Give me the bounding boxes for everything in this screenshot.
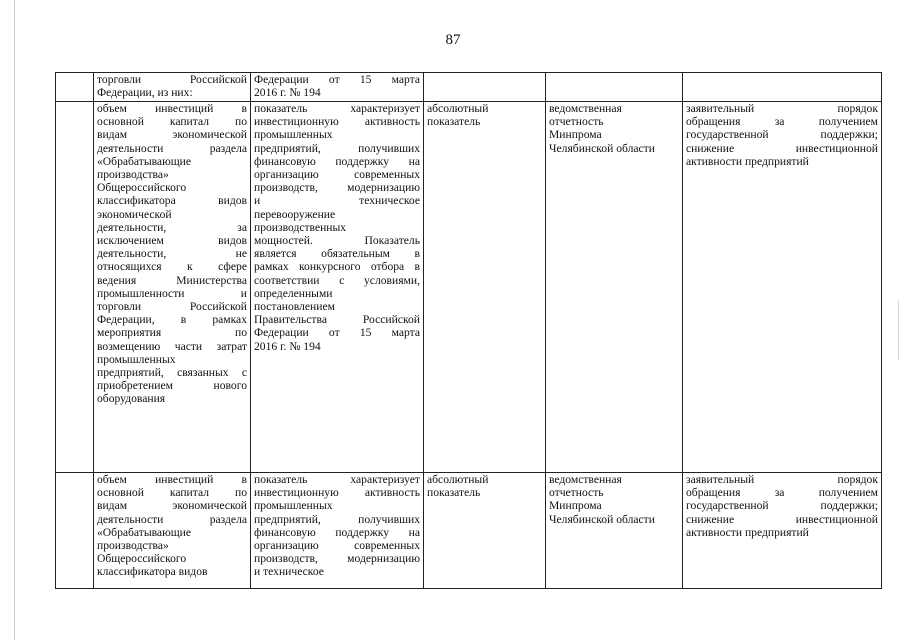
cell-line: показатель характеризует [254,102,420,115]
method-cell [683,102,882,473]
cell-line: Федерации от 15 марта [254,73,420,86]
number-cell [56,473,94,589]
cell-line: организацию современных [254,168,420,182]
cell-line: объем инвестиций в [97,102,247,115]
cell-line: торговли Российской [97,300,247,314]
cell-line: деятельности, за [97,220,247,234]
cell-line: Челябинской области [549,141,655,155]
cell-line: оборудования [97,392,166,406]
cell-line: промышленных [254,499,333,513]
cell-line: производств, модернизацию [254,181,420,195]
method-cell [683,473,882,589]
cell-line: деятельности раздела [97,141,247,155]
type-cell [424,473,546,589]
cell-line: инвестиционную активность [254,115,420,129]
cell-line: предприятий, получивших [254,512,420,526]
cell-line: абсолютный [427,473,489,486]
cell-line: предприятий, связанных с [97,366,247,380]
cell-line: абсолютный [427,102,489,115]
cell-line: и техническое [254,194,420,208]
cell-line: относящихся к сфере [97,260,247,274]
cell-line: государственной поддержки; [686,128,878,142]
cell-line: финансовую поддержку на [254,525,420,539]
cell-line: заявительный порядок [686,473,878,486]
source-cell [546,473,683,589]
scan-edge-line [14,0,15,640]
cell-line: рамках конкурсного отбора в [254,260,420,274]
cell-line: объем инвестиций в [97,473,247,486]
table-row [56,73,882,102]
indicators-table [55,72,882,589]
cell-line: промышленных [254,128,333,142]
cell-line: видам экономической [97,499,247,513]
cell-line: обращения за получением [686,486,878,500]
cell-line: производства» [97,539,169,553]
cell-line: «Обрабатывающие [97,525,192,539]
cell-line: основной капитал по [97,486,247,500]
cell-line: предприятий, получивших [254,141,420,155]
number-cell [56,73,94,102]
cell-line: государственной поддержки; [686,499,878,513]
cell-line: показатель [427,486,481,500]
cell-line: показатель [427,115,481,129]
cell-line: промышленности и [97,286,247,300]
cell-line: видам экономической [97,128,247,142]
cell-line: 2016 г. № 194 [254,86,321,100]
cell-line: снижение инвестиционной [686,141,878,155]
method-cell [683,73,882,102]
table-row [56,102,882,473]
indicator-cell [94,102,251,473]
cell-line: обращения за получением [686,115,878,129]
cell-line: перевооружение [254,207,336,221]
number-cell [56,102,94,473]
cell-line: ведомственная [549,473,622,486]
cell-line: экономической [97,207,172,221]
description-cell [251,73,424,102]
cell-line: производства» [97,168,169,182]
cell-line: показатель характеризует [254,473,420,486]
cell-line: определенными [254,286,333,300]
page-number: 87 [445,32,461,48]
type-cell [424,102,546,473]
description-cell [251,473,424,589]
cell-line: торговли Российской [97,73,247,86]
cell-line: снижение инвестиционной [686,512,878,526]
cell-line: соответствии с условиями, [254,273,420,287]
cell-line: промышленных [97,352,176,366]
cell-line: возмещению части затрат [97,339,247,353]
source-cell [546,73,683,102]
cell-line: 2016 г. № 194 [254,339,321,353]
cell-line: является обязательным в [254,247,420,261]
cell-line: классификатора видов [97,565,208,579]
scan-mark [898,300,899,360]
cell-line: Минпрома [549,499,602,513]
cell-line: Минпрома [549,128,602,142]
cell-line: финансовую поддержку на [254,154,420,168]
cell-line: заявительный порядок [686,102,878,115]
cell-line: ведения Министерства [97,273,247,287]
cell-line: Федерации от 15 марта [254,326,420,340]
cell-line: исключением видов [97,234,247,248]
cell-line: «Обрабатывающие [97,154,192,168]
cell-line: и техническое [254,565,324,579]
cell-line: Федерации, в рамках [97,313,247,327]
cell-line: мероприятия по [97,326,247,340]
cell-line: мощностей. Показатель [254,234,420,248]
source-cell [546,102,683,473]
type-cell [424,73,546,102]
indicator-cell [94,473,251,589]
cell-line: отчетность [549,115,604,129]
cell-line: основной капитал по [97,115,247,129]
cell-line: производственных [254,220,347,234]
cell-line: Общероссийского [97,552,187,566]
cell-line: Общероссийского [97,181,187,195]
cell-line: инвестиционную активность [254,486,420,500]
cell-line: активности предприятий [686,525,809,539]
cell-line: ведомственная [549,102,622,115]
cell-line: производств, модернизацию [254,552,420,566]
cell-line: отчетность [549,486,604,500]
cell-line: постановлением [254,300,335,314]
cell-line: деятельности, не [97,247,247,261]
cell-line: Правительства Российской [254,313,420,327]
cell-line: приобретением нового [97,379,247,393]
cell-line: активности предприятий [686,154,809,168]
cell-line: организацию современных [254,539,420,553]
table-row [56,473,882,589]
cell-line: Федерации, из них: [97,86,193,100]
cell-line: классификатора видов [97,194,247,208]
cell-line: Челябинской области [549,512,655,526]
cell-line: деятельности раздела [97,512,247,526]
indicator-cell [94,73,251,102]
description-cell [251,102,424,473]
